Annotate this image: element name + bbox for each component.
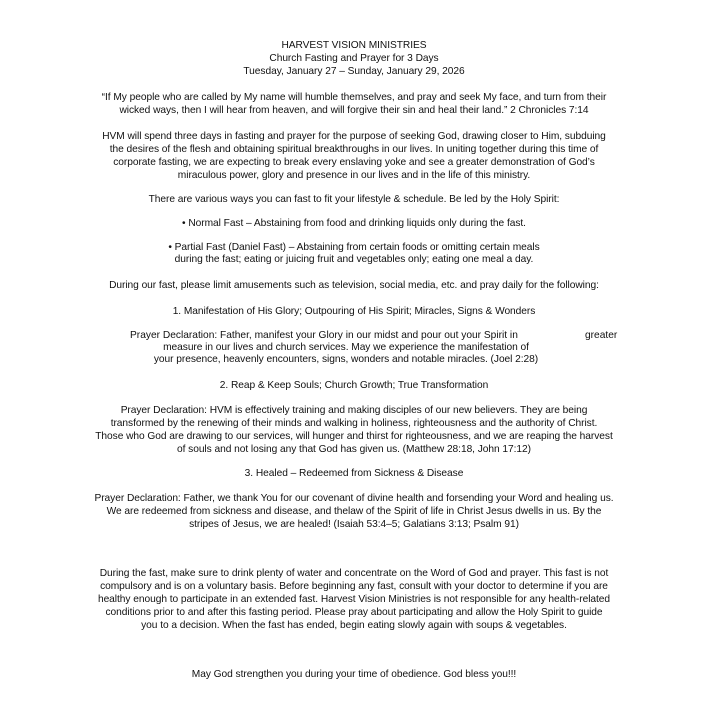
limit-text: During our fast, please limit amusements such as television, social media, etc. and pray daily for the following: <box>109 280 599 291</box>
topic-heading: 3. Healed – Redeemed from Sickness & Disease <box>244 468 464 479</box>
notice-line: conditions prior to and after this fasting period. Please pray about participating and allow the Holy Spirit to guide <box>105 607 603 618</box>
ways-intro: There are various ways you can fast to fit your lifestyle & schedule. Be led by the Holy Spirit: <box>148 194 560 205</box>
notice-line: During the fast, make sure to drink plenty of water and concentrate on the Word of God and prayer. This fast is not <box>99 568 609 579</box>
prayer-declaration-line: Prayer Declaration: Father, we thank You for our covenant of divine health and forsending your Word and healing us. <box>94 493 614 504</box>
scripture-line-2: wicked ways, then I will hear from heaven, and will forgive their sin and heal their land.” 2 Chronicles 7:14 <box>119 105 589 116</box>
prayer-declaration-line: We are redeemed from sickness and disease, and thelaw of the Spirit of life in Christ Jesus dwells in us. By the <box>106 506 602 517</box>
topic-heading: 2. Reap & Keep Souls; Church Growth; True Transformation <box>219 380 489 391</box>
intro-line: corporate fasting, we are expecting to break every enslaving yoke and see a greater demonstration of God’s <box>113 157 595 168</box>
prayer-declaration-line: Those who God are drawing to our services, will hunger and thirst for righteousness, and we are reaping the harvest <box>95 431 613 442</box>
prayer-trailing-word: greater <box>585 330 618 341</box>
prayer-declaration-line: Prayer Declaration: Father, manifest your Glory in our midst and pour out your Spirit in <box>130 330 518 341</box>
event-subtitle: Church Fasting and Prayer for 3 Days <box>269 53 439 64</box>
notice-line: healthy enough to participate in an extended fast. Harvest Vision Ministries is not responsible for any health-related <box>97 594 611 605</box>
intro-line: the desires of the flesh and obtaining spiritual breakthroughs in our lives. In uniting together during this time of <box>109 144 599 155</box>
org-title: HARVEST VISION MINISTRIES <box>281 40 427 51</box>
event-dates: Tuesday, January 27 – Sunday, January 29, 2026 <box>243 66 465 77</box>
closing-blessing: May God strengthen you during your time of obedience. God bless you!!! <box>191 669 517 680</box>
partial-fast-line-1: • Partial Fast (Daniel Fast) – Abstaining from certain foods or omitting certain meals <box>168 242 540 253</box>
scripture-line-1: “If My people who are called by My name will humble themselves, and pray and seek My face, and turn from their <box>101 92 607 103</box>
prayer-declaration-line: measure in our lives and church services. May we experience the manifestation of <box>163 342 529 353</box>
intro-line: miraculous power, glory and presence in our lives and in the life of this ministry. <box>177 170 531 181</box>
normal-fast: • Normal Fast – Abstaining from food and drinking liquids only during the fast. <box>182 218 526 229</box>
partial-fast-line-2: during the fast; eating or juicing fruit and vegetables only; eating one meal a day. <box>174 254 534 265</box>
notice-line: you to a decision. When the fast has ended, begin eating slowly again with soups & vegetables. <box>141 620 567 631</box>
prayer-declaration-line: your presence, heavenly encounters, signs, wonders and notable miracles. (Joel 2:28) <box>153 354 539 365</box>
topic-heading: 1. Manifestation of His Glory; Outpouring of His Spirit; Miracles, Signs & Wonders <box>172 306 536 317</box>
intro-line: HVM will spend three days in fasting and prayer for the purpose of seeking God, drawing closer to Him, subduing <box>102 131 606 142</box>
prayer-declaration-line: transformed by the renewing of their minds and walking in holiness, righteousness and the authority of Christ. <box>110 418 598 429</box>
prayer-declaration-line: stripes of Jesus, we are healed! (Isaiah 53:4–5; Galatians 3:13; Psalm 91) <box>189 519 519 530</box>
prayer-declaration-line: Prayer Declaration: HVM is effectively training and making disciples of our new believers. They are being <box>120 405 588 416</box>
prayer-declaration-line: of souls and not losing any that God has given us. (Matthew 28:18, John 17:12) <box>176 444 532 455</box>
notice-line: compulsory and is on a voluntary basis. Before beginning any fast, consult with your doctor to determine if you are <box>100 581 608 592</box>
